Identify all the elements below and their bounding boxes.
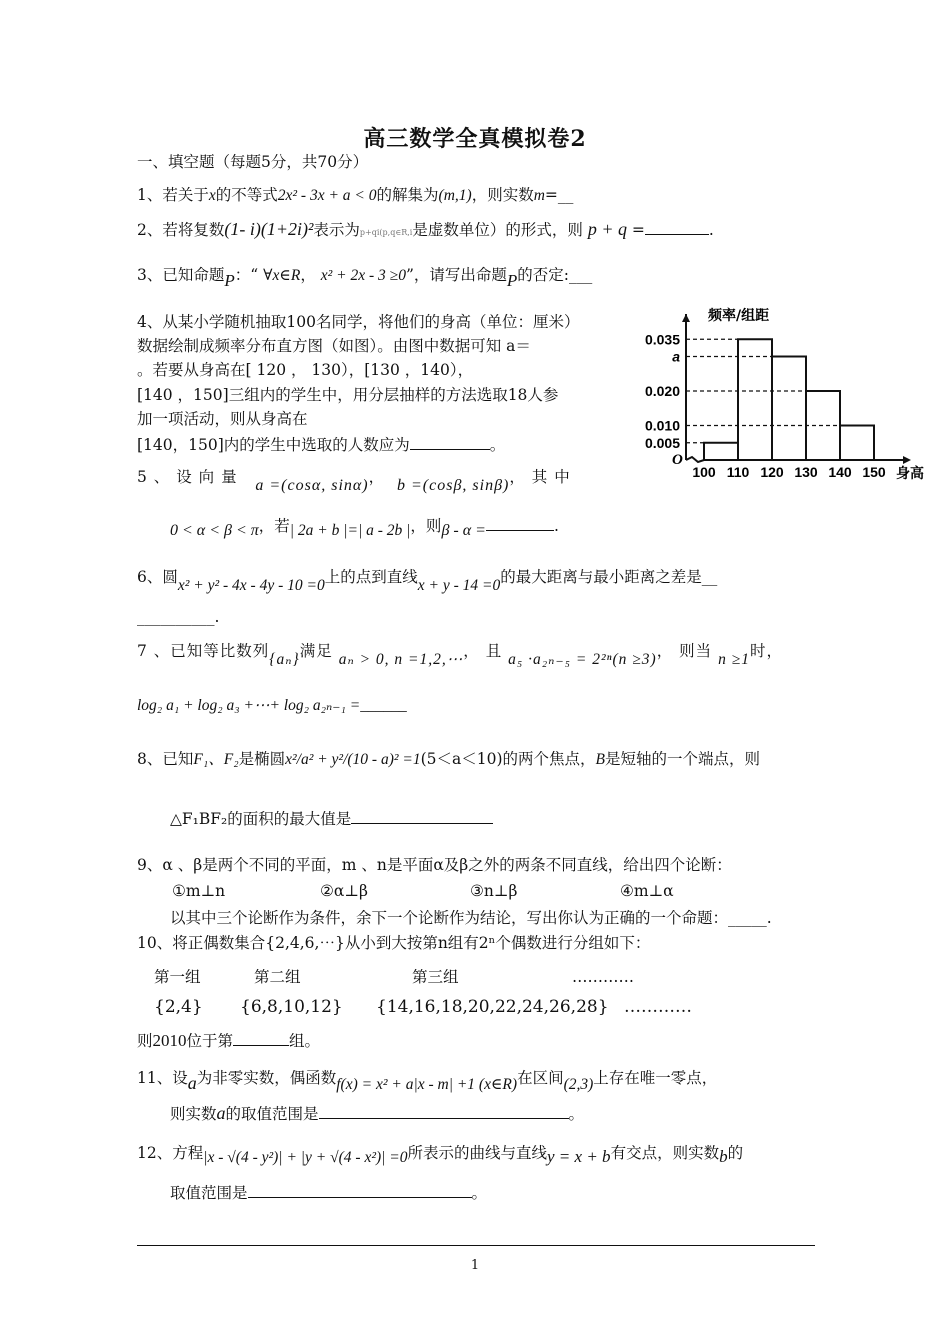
answer-blank[interactable] [645,220,709,235]
question-11-line-1: 11、设a为非零实数，偶函数f(x) = x² + a|x - m| +1 (x∈R)在区间(2,3)上存在唯一零点， [137,1069,718,1093]
question-4-line-5: 加一项活动，则从身高在 [137,410,308,428]
question-10-line-1: 10、将正偶数集合{2,4,6,⋯}从小到大按第n组有2ⁿ个偶数进行分组如下： [137,934,651,952]
question-12-line-2: 取值范围是 。 [170,1184,488,1202]
histogram-bar [738,339,772,460]
histogram-bar [704,443,738,460]
x-axis-arrow [903,456,911,464]
answer-blank[interactable] [410,435,490,450]
question-6-line-1: 6、圆x² + y² - 4x - 4y - 10 =0上的点到直线x + y - 14 =0的最大距离与最小距离之差是__ [137,568,718,594]
histogram-bars [686,339,874,460]
x-tick-label: 100 [692,464,716,480]
answer-blank[interactable] [486,516,554,531]
page-number: 1 [470,1258,480,1273]
question-12-line-1: 12、方程|x - √(4 - y²)| + |y + √(4 - x²)| =0所表示的曲线与直线y = x + b有交点，则实数b的 [137,1144,744,1166]
answer-blank[interactable] [351,809,493,824]
question-8-line-1: 8、已知F₁、F₂是椭圆x²/a² + y²/(10 - a)² =1(5＜a＜10)的两个焦点，B是短轴的一个端点，则 [137,750,761,768]
question-4-line-2: 数据绘制成频率分布直方图（如图）。由图中数据可知 a＝ [137,337,531,355]
y-axis-arrow [682,314,690,322]
origin-label: O [672,452,683,468]
inequality: 2x² - 3x + a < 0 [277,187,377,204]
question-4-line-4: [140 ，150]三组内的学生中，用分层抽样的方法选取18人参 [137,386,559,404]
question-3: 3、已知命题P：“ ∀x∈R， x² + 2x - 3 ≥0”，请写出命题P的否定:___ [137,266,593,290]
question-8-line-2: △F₁BF₂的面积的最大值是 [170,808,493,830]
question-9-line-3: 以其中三个论断作为条件，余下一个论断作为结论，写出你认为正确的一个命题：_____. [170,909,772,927]
question-1: 1、若关于x的不等式2x² - 3x + a < 0的解集为(m,1)，则实数m=__ [137,186,574,204]
question-5-line-2: 0 < α < β < π，若| 2a + b |=| a - 2b |，则β - α = . [170,517,559,539]
y-tick-label: 0.005 [644,434,680,451]
footer-divider [137,1245,815,1246]
question-10-line-4: 则2010位于第 组。 [137,1031,321,1050]
section-heading: 一、填空题（每题5分，共70分） [137,153,369,171]
question-2: 2、若将复数(1- i)(1+2i)²表示为p+qi(p,q∈R,i是虚数单位）的形式，则 p + q = . [137,219,714,239]
x-tick-label: 110 [726,464,750,480]
y-tick-label: a [672,348,680,365]
histogram-axes [682,314,911,464]
y-tick-label: 0.035 [644,331,680,348]
histogram-bar [840,426,874,461]
question-4-line-6: [140，150]内的学生中选取的人数应为 。 [137,436,506,454]
question-7-line-2: log₂ a₁ + log₂ a₃ +⋯+ log₂ a₂ₙ₋₁ =______ [137,697,407,714]
y-tick-label: 0.010 [644,417,680,434]
x-tick-label: 150 [862,464,886,480]
y-tick-label: 0.020 [644,383,680,399]
histogram-bar [772,357,806,461]
x-tick-label: 130 [794,464,818,480]
page-title: 高三数学全真模拟卷2 [363,126,587,152]
question-7-line-1: 7 、已知等比数列{aₙ}满足 aₙ > 0, n =1,2,⋯， 且 a₅ ·a₂ₙ₋₅ = 2²ⁿ(n ≥3)， 则当 n ≥1时， [137,642,783,668]
question-9-line-1: 9、α 、β是两个不同的平面，m 、n是平面α及β之外的两条不同直线，给出四个论断： [137,856,732,874]
answer-blank[interactable] [233,1031,289,1046]
question-11-line-2: 则实数a的取值范围是 。 [170,1103,585,1123]
x-tick-label: 120 [760,464,784,480]
y-axis-title: 频率/组距 [708,308,770,324]
answer-blank[interactable] [248,1183,472,1198]
exam-page: 高三数学全真模拟卷2 一、填空题（每题5分，共70分） 1、若关于x的不等式2x² - 3x + a < 0的解集为(m,1)，则实数m=__ 2、若将复数(1- i)(1+2i)²表示为p+qi(p,q∈R,i是虚数单位）的形式，则 p + q = . 3、已知命题P：“ ∀x∈R， x² + 2x - 3 ≥0”，请写出命题P的否定:___ 4、从某小学随机抽取100名同学，将他们的身高（单位：厘米） 数据绘制成频率分布直方图（如图）。由图中数据可知 a＝ 。若要从身高在[ 120 ， 130），[130 ，140）， [140 ，150]三组内的学生中，用分层抽样的方法选取18人参 加一项活动，则从身高在 [140，150]内的学生中选取的人数应为 。 0.035 a 0.020 0.010 0.005 100 110 120 130 140 150 频率/组距 身高 O 5 、 设 向 量 a =(cosα, sinα)， b =(cosβ, sinβ)， 其 中 0 < α < β < π，若| 2a + b |=| a - 2b |，则β - α = . 6、圆x² + y² - 4x - 4y - 10 =0上的点到直线x + y - 14 =0的最大距离与最小距离之差是__ __________. 7 、已知等比数列{aₙ}满足 aₙ > 0, n =1,2,⋯， 且 a₅ ·a₂ₙ₋₅ = 2²ⁿ(n ≥3)， 则当 n ≥1时， log₂ a₁ + log₂ a₃ +⋯+ log₂ a₂ₙ₋₁ =______ 8、已知F₁、F₂是椭圆x²/a² + y²/(10 - a)² =1(5＜a＜10)的两个焦点，B是短轴的一个端点，则 △F₁BF₂的面积的最大值是 9、α 、β是两个不同的平面，m 、n是平面α及β之外的两条不同直线，给出四个论断： ①m⊥n ②α⊥β ③n⊥β ④m⊥α 以其中三个论断作为条件，余下一个论断作为结论，写出你认为正确的一个命题：_____. 10、将正偶数集合{2,4,6,⋯}从小到大按第n组有2ⁿ个偶数进行分组如下： 第一组 第二组 第三组 ………… {2,4} {6,8,10,12} {14,16,18,20,22,24,26,28} ………… 则2010位于第 组。 11、设a为非零实数，偶函数f(x) = x² + a|x - m| +1 (x∈R)在区间(2,3)上存在唯一零点， 则实数a的取值范围是 。 12、方程|x - √(4 - y²)| + |y + √(4 - x²)| =0所表示的曲线与直线y = x + b有交点，则实数b的 取值范围是 。 1 [0,0,950,1344]
question-4-line-1: 4、从某小学随机抽取100名同学，将他们的身高（单位：厘米） [137,313,580,331]
question-6-line-2: __________. [137,608,220,626]
question-5-line-1: 5 、 设 向 量 a =(cosα, sinα)， b =(cosβ, sinβ)， 其 中 [137,468,571,494]
x-tick-label: 140 [828,464,852,480]
frequency-histogram [608,300,933,485]
x-axis-title: 身高 [896,466,924,482]
question-4-line-3: 。若要从身高在[ 120 ， 130），[130 ，140）， [137,361,474,379]
answer-blank[interactable] [319,1104,569,1119]
